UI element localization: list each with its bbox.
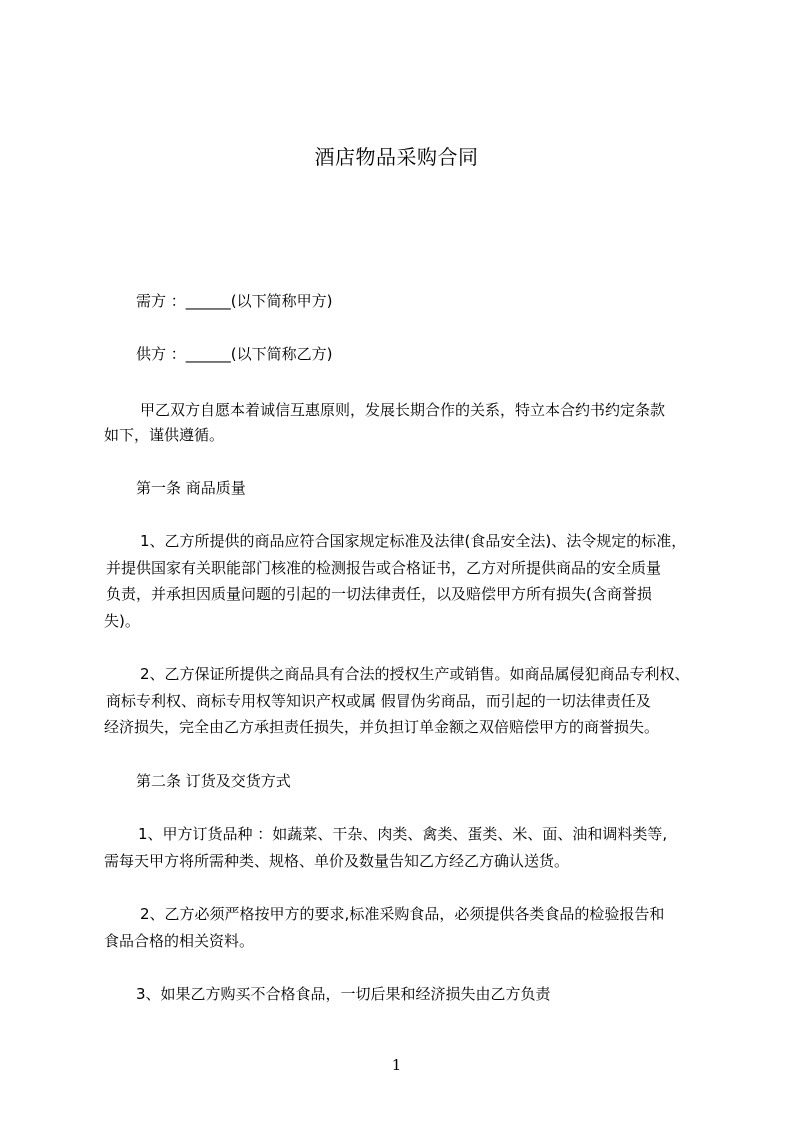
article-1-heading: 第一条 商品质量 <box>136 479 246 497</box>
intro-line-2: 如下，谨供遵循。 <box>104 426 225 444</box>
article-2-item-3: 3、如果乙方购买不合格食品，一切后果和经济损失由乙方负责 <box>136 985 551 1003</box>
article-1-item-1-line-2: 并提供国家有关职能部门核准的检测报告或合格证书，乙方对所提供商品的安全质量 <box>106 559 662 577</box>
page-number: 1 <box>391 1056 402 1074</box>
article-1-item-2-line-2: 商标专利权、商标专用权等知识产权或属 假冒伪劣商品，而引起的一切法律责任及 <box>106 692 651 710</box>
document-title: 酒店物品采购合同 <box>314 145 479 169</box>
article-1-item-1-line-1: 1、乙方所提供的商品应符合国家规定标准及法律(食品安全法)、法令规定的标准， <box>140 532 687 550</box>
article-2-item-2-line-2: 食品合格的相关资料。 <box>104 932 255 950</box>
article-2-item-1-line-2: 需每天甲方将所需种类、规格、单价及数量告知乙方经乙方确认送货。 <box>104 852 570 870</box>
article-2-item-2-line-1: 2、乙方必须严格按甲方的要求,标准采购食品，必须提供各类食品的检验报告和 <box>140 905 665 923</box>
party-b-line: 供方 ：______(以下简称乙方) <box>136 345 333 363</box>
article-1-item-2-line-3: 经济损失，完全由乙方承担责任损失，并负担订单金额之双倍赔偿甲方的商誉损失。 <box>104 718 660 736</box>
article-1-item-1-line-3: 负责，并承担因质量问题的引起的一切法律责任，以及赔偿甲方所有损失(含商誉损 <box>106 585 652 603</box>
intro-line-1: 甲乙双方自愿本着诚信互惠原则，发展长期合作的关系，特立本合约书约定条款 <box>140 401 666 419</box>
party-a-line: 需方 ：______(以下简称甲方) <box>136 292 333 310</box>
article-2-item-1-line-1: 1、甲方订货品种 ：如蔬菜、干杂、肉类、禽类、蛋类、米、面、油和调料类等, <box>138 825 668 843</box>
article-1-item-1-line-4: 失)。 <box>104 612 140 630</box>
article-2-heading: 第二条 订货及交货方式 <box>136 772 291 790</box>
article-1-item-2-line-1: 2、乙方保证所提供之商品具有合法的授权生产或销售。如商品属侵犯商品专利权、 <box>140 665 690 683</box>
